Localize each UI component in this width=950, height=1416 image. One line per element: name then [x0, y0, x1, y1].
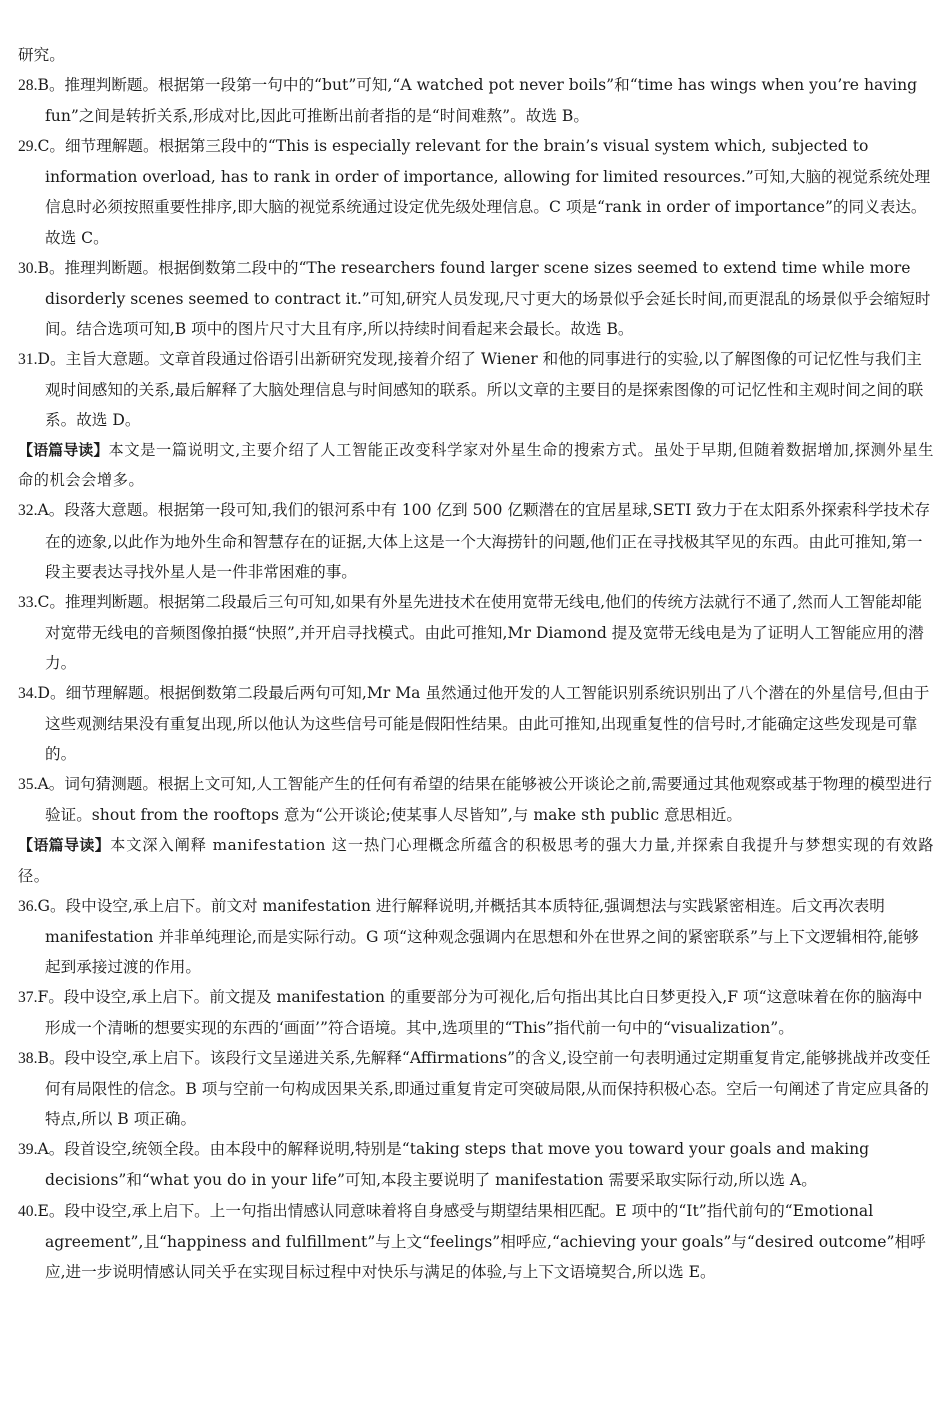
- question-number: 34.: [18, 684, 38, 702]
- question-number: 37.: [18, 988, 38, 1006]
- question-number: 30.: [18, 259, 38, 277]
- answer-explanation: D。主旨大意题。文章首段通过俗语引出新研究发现,接着介绍了 Wiener 和他的同事进行的实验,以了解图像的可记忆性与我们主观时间感知的关系,最后解释了大脑处理信息与时间感知的联系。所以文章的主要目的是探索图像的可记忆性和主观时间之间的联系。故选 D。: [37, 349, 924, 430]
- question-number: 36.: [18, 897, 38, 915]
- answer-38: [18, 1043, 934, 1134]
- question-number: 38.: [18, 1050, 38, 1068]
- answer-explanation: B。推理判断题。根据倒数第二段中的“The researchers found larger scene sizes seemed to extend time while more disorderly scenes seemed to contract it.”可知,研究人员发现,尺寸更大的场景似乎会延长时间,而更混乱的场景似乎会缩短时间。结合选项可知,B 项中的图片尺寸大且有序,所以持续时间看起来会最长。故选 B。: [37, 258, 931, 338]
- answer-30: [18, 253, 934, 344]
- question-number: 29.: [18, 138, 38, 156]
- answer-explanation: F。段中设空,承上启下。前文提及 manifestation 的重要部分为可视化,后句指出其比白日梦更投入,F 项“这意味着在你的脑海中形成一个清晰的想要实现的东西的‘画面’”符合语境。其中,选项里的“This”指代前一句中的“visualization”。: [37, 987, 923, 1037]
- answer-explanation: B。段中设空,承上启下。该段行文呈递进关系,先解释“Affirmations”的含义,设空前一句表明通过定期重复肯定,能够挑战并改变任何有局限性的信念。B 项与空前一句构成因果关系,即通过重复肯定可突破局限,从而保持积极心态。空后一句阐述了肯定应具备的特点,所以 B 项正确。: [37, 1049, 931, 1129]
- answer-32: [18, 495, 934, 586]
- question-number: 35.: [18, 776, 38, 794]
- answer-explanation: D。细节理解题。根据倒数第二段最后两句可知,Mr Ma 虽然通过他开发的人工智能识别系统识别出了八个潜在的外星信号,但由于这些观测结果没有重复出现,所以他认为这些信号可能是假阳性结果。由此可推知,出现重复性的信号时,才能确定这些发现是可靠的。: [37, 683, 930, 764]
- lead-text: 研究。: [18, 46, 65, 64]
- answer-31: [18, 344, 934, 435]
- answer-key-page: [18, 40, 934, 1287]
- answer-explanation: G。段中设空,承上启下。前文对 manifestation 进行解释说明,并概括其本质特征,强调想法与实践紧密相连。后文再次表明 manifestation 并非单纯理论,而是实际行动。G 项“这种观念强调内在思想和外在世界之间的紧密联系”与上下文逻辑相符,能够起到承接过渡的作用。: [37, 896, 919, 976]
- guide-tag: 【语篇导读】: [18, 836, 111, 855]
- question-number: 31.: [18, 350, 38, 368]
- answer-explanation: E。段中设空,承上启下。上一句指出情感认同意味着将自身感受与期望结果相匹配。E 项中的“It”指代前句的“Emotional agreement”,且“happiness and fulfillment”与上文“feelings”相呼应,“achieving your goals”与“desired outcome”相呼应,进一步说明情感认同关乎在实现目标过程中对快乐与满足的体验,与上下文语境契合,所以选 E。: [37, 1201, 926, 1281]
- answer-explanation: A。词句猜测题。根据上文可知,人工智能产生的任何有希望的结果在能够被公开谈论之前,需要通过其他观察或基于物理的模型进行验证。shout from the rooftops 意为“公开谈论;使某事人尽皆知”,与 make sth public 意思相近。: [37, 775, 932, 825]
- question-number: 32.: [18, 502, 38, 520]
- answer-29: [18, 131, 934, 252]
- answer-explanation: C。细节理解题。根据第三段中的“This is especially relevant for the brain’s visual system which, subjected to information overload, has to rank in order of importance, allowing for limited resources.”可知,大脑的视觉系统处理信息时必须按照重要性排序,即大脑的视觉系统通过设定优先级处理信息。C 项是“rank in order of importance”的同义表达。故选 C。: [37, 137, 931, 247]
- passage-guide-d: [18, 435, 934, 495]
- answer-33: [18, 587, 934, 678]
- answer-36: [18, 891, 934, 982]
- answer-explanation: A。段落大意题。根据第一段可知,我们的银河系中有 100 亿到 500 亿颗潜在的宜居星球,SETI 致力于在太阳系外探索科学技术存在的迹象,以此作为地外生命和智慧存在的证据,大体上这是一个大海捞针的问题,他们正在寻找极其罕见的东西。由此可推知,第一段主要表达寻找外星人是一件非常困难的事。: [37, 501, 931, 581]
- answer-39: [18, 1134, 934, 1195]
- question-number: 39.: [18, 1141, 38, 1159]
- answer-40: [18, 1196, 934, 1287]
- answer-explanation: A。段首设空,统领全段。由本段中的解释说明,特别是“taking steps that move you toward your goals and making decisions”和“what you do in your life”可知,本段主要说明了 manifestation 需要采取实际行动,所以选 A。: [37, 1140, 870, 1190]
- answer-28: [18, 70, 934, 131]
- question-number: 33.: [18, 593, 38, 611]
- passage-guide-seven-choice: [18, 830, 934, 890]
- answer-explanation: C。推理判断题。根据第二段最后三句可知,如果有外星先进技术在使用宽带无线电,他们的传统方法就行不通了,然而人工智能却能对宽带无线电的音频图像拍摄“快照”,并开启寻找模式。由此可推知,Mr Diamond 提及宽带无线电是为了证明人工智能应用的潜力。: [37, 592, 924, 672]
- guide-text: 本文是一篇说明文,主要介绍了人工智能正改变科学家对外星生命的搜索方式。虽处于早期,但随着数据增加,探测外星生命的机会会增多。: [18, 441, 934, 490]
- guide-tag: 【语篇导读】: [18, 441, 109, 460]
- question-number: 40.: [18, 1202, 38, 1220]
- guide-text: 本文深入阐释 manifestation 这一热门心理概念所蕴含的积极思考的强大力量,并探索自我提升与梦想实现的有效路径。: [18, 836, 934, 885]
- question-number: 28.: [18, 77, 38, 95]
- answer-35: [18, 769, 934, 830]
- answer-explanation: B。推理判断题。根据第一段第一句中的“but”可知,“A watched pot never boils”和“time has wings when you’re having fun”之间是转折关系,形成对比,因此可推断出前者指的是“时间难熬”。故选 B。: [37, 76, 918, 126]
- answer-37: [18, 982, 934, 1043]
- answer-34: [18, 678, 934, 769]
